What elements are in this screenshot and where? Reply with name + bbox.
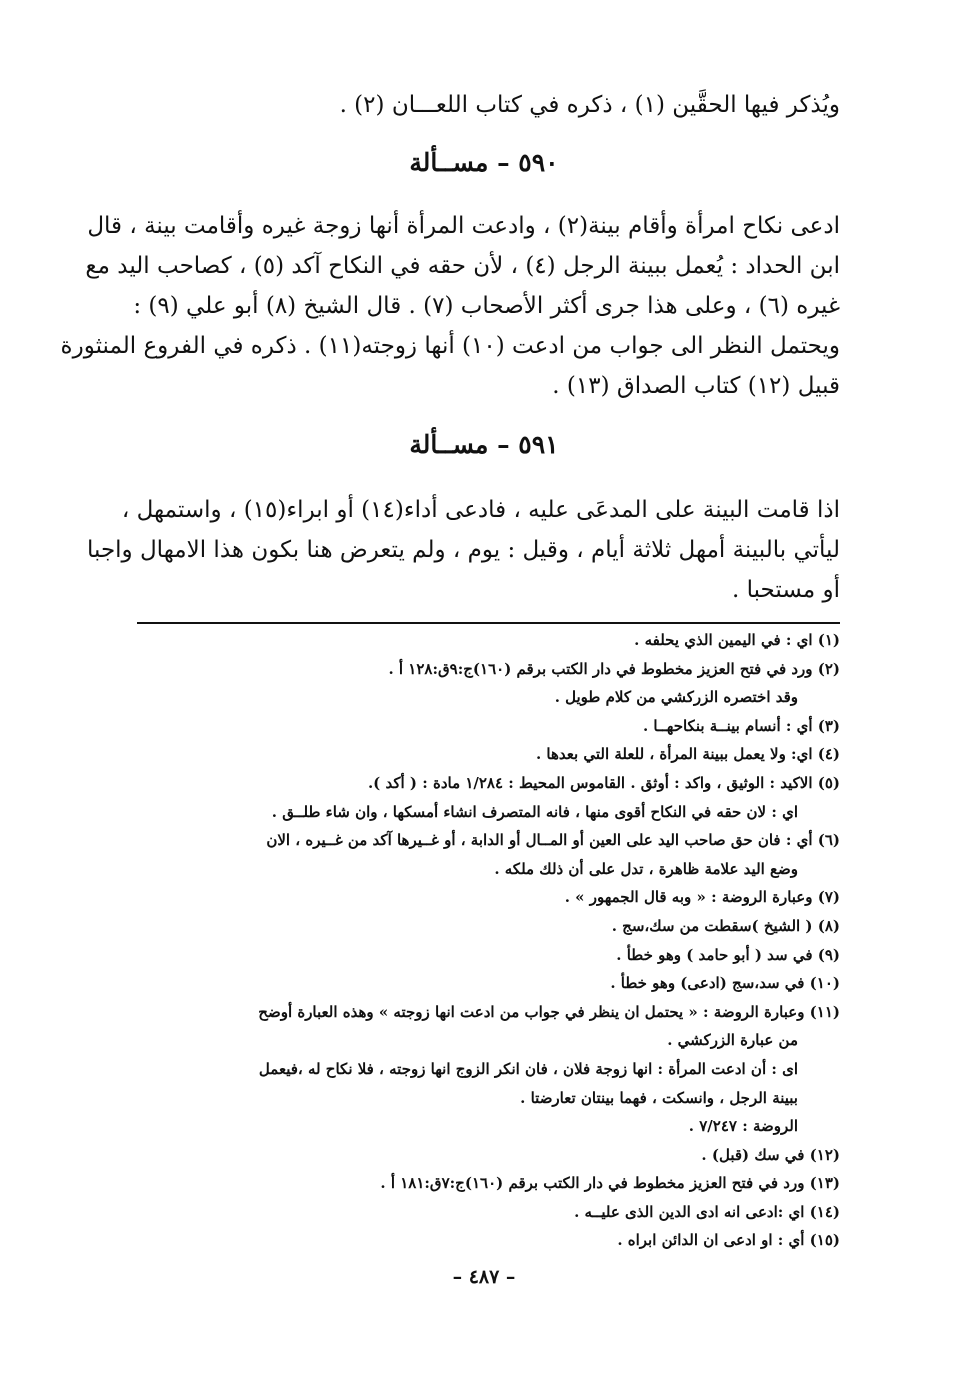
paragraph-line: ليأتي بالبينة أمهل ثلاثة أيام ، وقيل : يوم ، ولم يتعرض هنا بكون هذا الامهال واجبا bbox=[87, 537, 840, 563]
footnotes bbox=[128, 626, 840, 1255]
footnote-line: (٥) الاكيد : الوثيق ، واكد : أوثق . القاموس المحيط : ١/٢٨٤ مادة : ( أكد ). bbox=[367, 773, 840, 792]
footnote-line: (٦) أي : فان حق صاحب اليد على العين أو المــال أو الدابة ، أو غــيرها آكد من غــيره ، الان bbox=[266, 831, 840, 850]
footnote-line: (٣) أي : أنسام بينــة بنكاحهــا . bbox=[642, 716, 840, 735]
paragraph-line: اذا قامت البينة على المدعَى عليه ، فادعى أداء(١٤) أو ابراء(١٥) ، واستمهل ، bbox=[121, 497, 840, 523]
footnote-line: (١٠) في سد،سج (ادعى) وهو خطأ . bbox=[610, 974, 840, 993]
footnote-line: (١٤) اي :ادعى انه ادى الدين الذى عليــه . bbox=[574, 1202, 840, 1221]
section-heading: ٥٩٠ – مســألة bbox=[409, 148, 559, 177]
footnote-line: (٤) اي: ولا يعمل ببينة المرأة ، للعلة التي بعدها . bbox=[535, 745, 840, 764]
paragraph-line: ابن الحداد : يُعمل ببينة الرجل (٤) ، لأن حقه في النكاح آكد (٥) ، كصاحب اليد مع bbox=[85, 253, 840, 279]
footnote-line: اى : أن ادعت المرأة : انها زوجة فلان ، فان انكر الزوج انها زوجته ، فلا نكاح له ،فيعمل bbox=[258, 1059, 798, 1078]
footnote-line: من عبارة الزركشي . bbox=[667, 1031, 798, 1050]
footnote-line: (١٣) ورد في فتح العزيز مخطوط في دار الكتب برقم (١٦٠)ج:٧ق:١٨١ أ . bbox=[380, 1174, 840, 1193]
footnote-line: وضع اليد علامة ظاهرة ، تدل على أن ذلك ملكه . bbox=[494, 859, 798, 878]
paragraph-line: غيره (٦) ، وعلى هذا جرى أكثر الأصحاب (٧) . قال الشيخ (٨) أبو علي (٩) : bbox=[133, 293, 840, 319]
footnote-line: (١٥) أي : او ادعى ان الدائن ابراه . bbox=[617, 1231, 840, 1250]
footnote-line: اي : لان حقه في النكاح أقوى منها ، فانه المتصرف انشاء أمسكها ، وان شاء طلــق . bbox=[271, 802, 798, 821]
footnote-line: (١٢) في سك (قبل) . bbox=[701, 1145, 840, 1164]
paragraph-line: أو مستحبا . bbox=[731, 577, 840, 603]
paragraph-line: ويحتمل النظر الى جواب من ادعت (١٠) أنها زوجته(١١) . ذكره في الفروع المنثورة bbox=[60, 333, 840, 359]
footnote-line: (٢) ورد في فتح العزيز مخطوط في دار الكتب برقم (١٦٠)ج:٩ق:١٢٨ أ . bbox=[388, 659, 840, 678]
footnote-line: ببينة الرجل ، وانسكت ، فهما بينتان تعارضتا . bbox=[520, 1088, 798, 1107]
page-number: – ٤٨٧ – bbox=[452, 1266, 516, 1288]
footnote-line: (١) اي : في اليمين الذي يحلفه . bbox=[634, 631, 840, 649]
section-paragraph bbox=[87, 490, 840, 610]
paragraph-line: ادعى نكاح امرأة وأقام بينة(٢) ، وادعت المرأة أنها زوجة غيره وأقامت بينة ، قال bbox=[87, 213, 840, 239]
footnote-line: (٨) ( الشيخ )سقطت من سك،سج . bbox=[611, 916, 840, 935]
section-heading: ٥٩١ – مســألة bbox=[409, 430, 559, 459]
footnote-line: وقد اختصره الزركشي من كلام طويل . bbox=[554, 688, 798, 707]
footnote-line: (٩) في سد ( أبو حامد ) وهو خطأ . bbox=[616, 945, 840, 964]
footnote-line: (٧) وعبارة الروضة : « وبه قال الجمهور » . bbox=[564, 888, 840, 907]
section-paragraph bbox=[60, 206, 840, 406]
paragraph-line: قبيل (١٢) كتاب الصداق (١٣) . bbox=[552, 373, 840, 399]
intro-line: ويُذكر فيها الحقَّين (١) ، ذكره في كتاب اللعـــان (٢) . bbox=[339, 92, 840, 118]
footnote-divider bbox=[137, 622, 840, 624]
footnote-line: (١١) وعبارة الروضة : « يحتمل ان ينظر في جواب من ادعت انها زوجته » وهذه العبارة أوضح bbox=[258, 1002, 840, 1021]
footnote-line: الروضة : ٧/٢٤٧ . bbox=[688, 1117, 798, 1136]
